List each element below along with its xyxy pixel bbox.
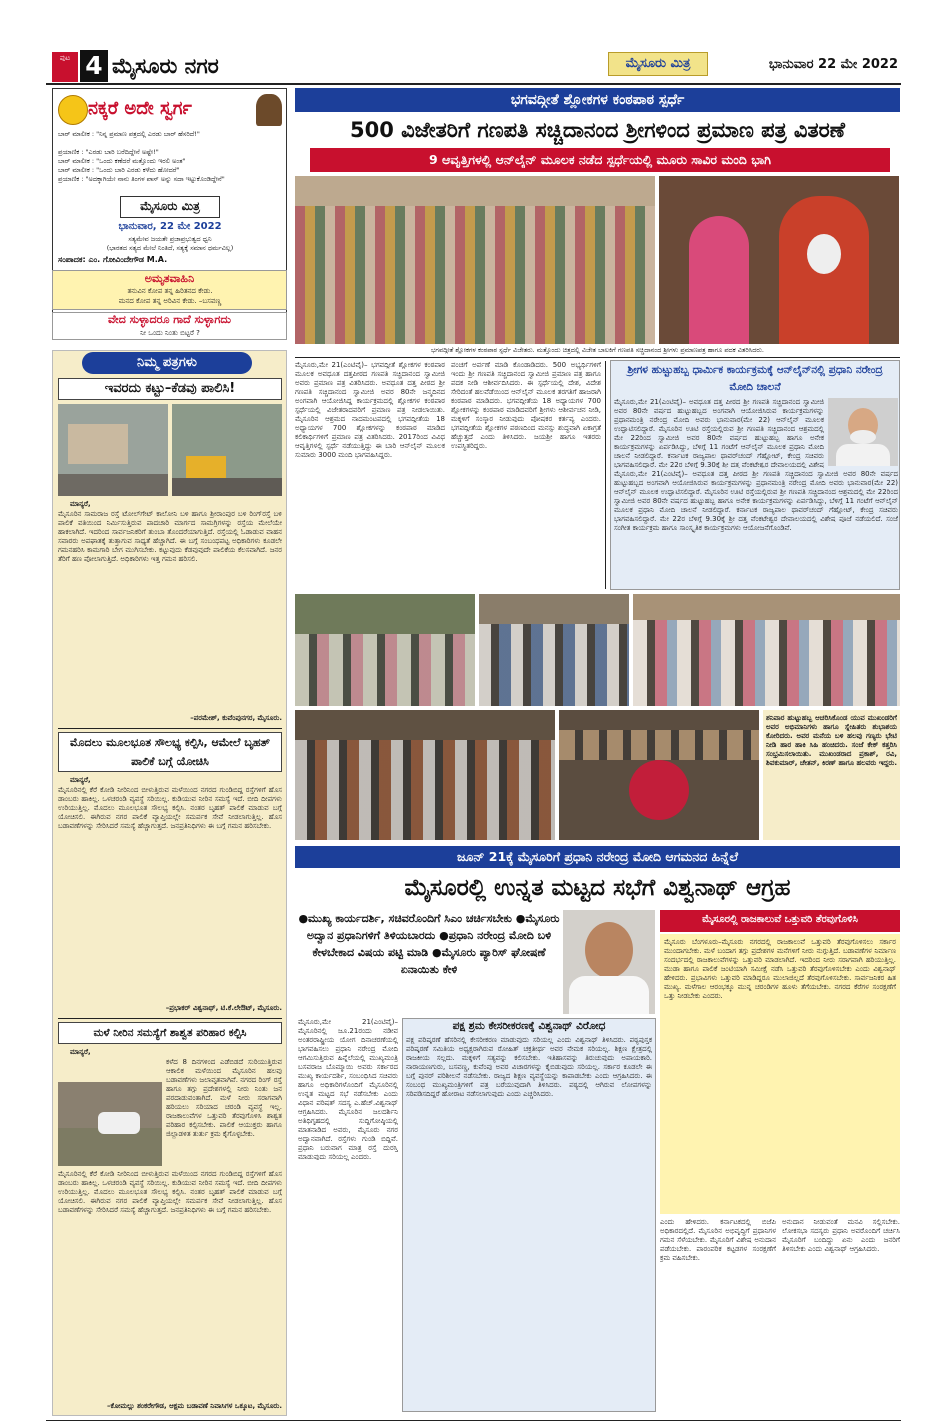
birthday-photo: [479, 594, 629, 706]
modi-body-text: ಮೈಸೂರು,ಮೇ 21(ಎಂಟಿವೈ)– ಅವಧೂತ ದತ್ತ ಪೀಠದ ಶ್ರೀ ಗಣಪತಿ ಸಚ್ಚಿದಾನಂದ ಸ್ವಾಮೀಜಿ ಅವರ 80ನೇ ವರ್ಷದ ಹುಟ್ಟುಹಬ್ಬದ ಅಂಗವಾಗಿ ಆಯೋಜಿಸಿರುವ ಕಾರ್ಯಕ್ರಮಗಳನ್ನು ಪ್ರಧಾನಮಂತ್ರಿ ನರೇಂದ್ರ ಮೋದಿ ಅವರು ಭಾನುವಾರ(ಮೇ 22) ಆನ್‌ಲೈನ್ ಮೂಲಕ ಉದ್ಘಾಟಿಸಲಿದ್ದಾರೆ. ಮೈಸೂರಿನ ಊಟಿ ರಸ್ತೆಯಲ್ಲಿರುವ ಶ್ರೀ ಗಣಪತಿ ಸಚ್ಚಿದಾನಂದ ಆಶ್ರಮದಲ್ಲಿ ಮೇ 22ರಿಂದ ಸ್ವಾಮೀಜಿ ಅವರ 80ನೇ ವರ್ಷದ ಹುಟ್ಟುಹಬ್ಬ ಹಾಗೂ ಅನೇಕ ಕಾರ್ಯಕ್ರಮಗಳನ್ನು ಏರ್ಪಡಿಸಿದ್ದು, ಬೆಳಿಗ್ಗೆ 11 ಗಂಟೆಗೆ ಆನ್‌ಲೈನ್ ಮೂಲಕ ಪ್ರಧಾನಿ ಮೋದಿ ಚಾಲನೆ ನೀಡಲಿದ್ದಾರೆ. ಕರ್ನಾಟಕ ರಾಜ್ಯಪಾಲ ಥಾವರ್‌ಚಂದ್ ಗೆಹ್ಲೋಟ್, ಕೇಂದ್ರ ಸಚಿವರು ಭಾಗವಹಿಸಲಿದ್ದಾರೆ. ಮೇ 22ರ ಬೆಳಿಗ್ಗೆ 9.30ಕ್ಕೆ ಶ್ರೀ ದತ್ತ ವೆಂಕಟೇಶ್ವರ ದೇವಾಲಯದಲ್ಲಿ ವಿಶೇಷ: [614, 398, 824, 468]
letters-banner-label: ನಿಮ್ಮ ಪತ್ರಗಳು: [137, 355, 197, 370]
editor-line: ಸಂಪಾದಕ: ಎಂ. ಗೋವಿಂದೇಗೌಡ M.A.: [58, 255, 168, 264]
story-subhead: 9 ಆವೃತ್ತಿಗಳಲ್ಲಿ ಆನ್‌ಲೈನ್ ಮೂಲಕ ನಡೆದ ಸ್ಪರ್ಧೆಯಲ್ಲಿ ಮೂರು ಸಾವಿರ ಮಂದಿ ಭಾಗಿ: [428, 152, 772, 167]
story-headline: 500 ವಿಜೇತರಿಗೆ ಗಣಪತಿ ಸಚ್ಚಿದಾನಂದ ಶ್ರೀಗಳಿಂದ ಪ್ರಮಾಣ ಪತ್ರ ವಿತರಣೆ: [349, 118, 846, 142]
letter-salute: ಮಾನ್ಯರೆ,: [70, 776, 91, 784]
v-kicker: ಜೂನ್ 21ಕ್ಕೆ ಮೈಸೂರಿಗೆ ಪ್ರಧಾನಿ ನರೇಂದ್ರ ಮೋದಿ ಆಗಮನದ ಹಿನ್ನೆಲೆ: [457, 849, 738, 864]
group-shape: [479, 624, 629, 706]
letter-divider: [58, 728, 282, 729]
letter-photo: [172, 404, 282, 496]
header-rule: [46, 83, 901, 85]
cartoon-icon: [256, 94, 282, 126]
veda-title: ವೇದ ಸುಳ್ಳಾದರೂ ಗಾದೆ ಸುಳ್ಳಾಗದು: [108, 313, 231, 326]
shirt-shape: [569, 976, 649, 1014]
letter-body: ಕಳೆದ 8 ದಿನಗಳಿಂದ ಎಡೆಬಿಡದೆ ಸುರಿಯುತ್ತಿರುವ ಆಕಾಲಿಕ ಮಳೆಯಿಂದ ಮೈಸೂರಿನ ಹಲವು ಬಡಾವಣೆಗಳು ಜಲಾವೃತವಾಗಿವೆ. ನಗರದ ರಿಂಗ್ ರಸ್ತೆ ಹಾಗೂ ತಗ್ಗು ಪ್ರದೇಶಗಳಲ್ಲಿ ನೀರು ನಿಂತು ಜನ ಪರದಾಡುವಂತಾಗಿದೆ. ಮಳೆ ನೀರು ಸರಾಗವಾಗಿ ಹರಿಯಲು ಸರಿಯಾದ ಚರಂಡಿ ವ್ಯವಸ್ಥೆ ಇಲ್ಲ. ರಾಜಕಾಲುವೆಗಳ ಒತ್ತುವರಿ ತೆರವುಗೊಳಿಸಿ ಶಾಶ್ವತ ಪರಿಹಾರ ಕಲ್ಪಿಸಬೇಕು. ಪಾಲಿಕೆ ಆಯುಕ್ತರು ಹಾಗೂ ಜಿಲ್ಲಾಡಳಿತ ತುರ್ತು ಕ್ರಮ ಕೈಗೊಳ್ಳಬೇಕು.: [166, 1058, 282, 1138]
letter-body-cont: [58, 1170, 282, 1400]
modi-beard: [850, 430, 876, 444]
beard-shape: [807, 234, 841, 274]
humor-line: ಬಾರ್ ಮಾಲೀಕ : "ನಿನ್ನ ಪ್ರಮಾಣ ಪತ್ರದಲ್ಲಿ ಎರಡು ಬಾರ್ ಹೆಸರಿದೆ!": [58, 130, 200, 138]
letter-title: ಮಳೆ ನೀರಿನ ಸಮಸ್ಯೆಗೆ ಶಾಶ್ವತ ಪರಿಹಾರ ಕಲ್ಪಿಸಿ: [58, 1022, 282, 1044]
building-shape: [68, 424, 128, 464]
rajakaluve-title: ಮೈಸೂರಲ್ಲಿ ರಾಜಕಾಲುವೆ ಒತ್ತುವರಿ ತೆರವುಗೊಳಿಸಿ: [702, 914, 858, 925]
modi-body: [836, 444, 890, 466]
swamiji-photo: [659, 176, 899, 344]
rajakaluve-tail: ಎಂದು ಹೇಳಿದರು. ಕರ್ನಾಟಕದಲ್ಲಿ ಬಿಜೆಪಿ ಅಧಿಕಾರದಲ್ಲಿದೆ. ಮೈಸೂರಿನ ಅಭಿವೃದ್ಧಿಗೆ ಪ್ರಧಾನಿಗಳ ಗಮನ ಸೆಳೆಯಬೇಕು. ಮೈಸೂರಿಗೆ ವಿಶೇಷ ಅನುದಾನ ಪಡೆಯಬೇಕು. ಪಾರಂಪರಿಕ ಕಟ್ಟಡಗಳ ಸಂರಕ್ಷಣೆಗೆ ಕ್ರಮ ವಹಿಸಬೇಕು.: [660, 1218, 776, 1262]
ceiling-shape: [295, 176, 655, 206]
humor-line: ಬಾರ್ ಮಾಲೀಕ : "ಒಂದು ಬಾರಿ ಎರಡು ಕಳೆದು ಹೋದರೆ": [58, 166, 180, 174]
face-shape: [585, 922, 633, 978]
mini-line: (ಭಾರತದ ಸತ್ಯದ ಮೇಲೆ ನಿಂತಿದೆ, ಸತ್ಯಕ್ಕೆ ಸಮಾನ ಧರ್ಮವಿಲ್ಲ): [106, 244, 234, 252]
caption2-text: ಶನಿವಾರ ಹುಟ್ಟುಹಬ್ಬ ಆಚರಿಸಿಕೊಂಡ ಯುವ ಮುಖಂಡರಿಗೆ ಅವರ ಅಭಿಮಾನಿಗಳು ಹಾಗೂ ಸ್ನೇಹಿತರು ಶುಭಾಶಯ ಕೋರಿದರು. ಅವರ ಮನೆಯ ಬಳಿ ಹಲವು ಗಣ್ಯರು ಭೇಟಿ ನೀಡಿ ಹಾರ ಹಾಕಿ ಸಿಹಿ ಹಂಚಿದರು. ಸಂಜೆ ಕೇಕ್ ಕತ್ತರಿಸಿ ಸಂಭ್ರಮಿಸಲಾಯಿತು. ಮುಖಂಡರಾದ ಪ್ರಕಾಶ್, ರವಿ, ಶಿವಕುಮಾರ್, ಚೇತನ್, ಕಿರಣ್ ಹಾಗೂ ಹಲವರು ಇದ್ದರು.: [766, 714, 897, 767]
birthday-photo: [295, 594, 475, 706]
humor-title: ನಕ್ಕರೆ ಅದೇ ಸ್ವರ್ಗ: [88, 98, 192, 119]
rajakaluve-tail: ಅನುದಾನ ನೀಡುವಂತೆ ಮನವಿ ಸಲ್ಲಿಸಬೇಕು. ಲೋಕಸಭಾ ಸದಸ್ಯರು ಪ್ರಧಾನಿ ಅವರೊಂದಿಗೆ ಚರ್ಚಿಸಿ ಮೈಸೂರಿಗೆ ಬಂದಿದ್ದು ಏನು ಎಂದು ಜನರಿಗೆ ತಿಳಿಸಬೇಕು ಎಂದು ವಿಶ್ವನಾಥ್ ಆಗ್ರಹಿಸಿದರು.: [782, 1218, 900, 1253]
birthday-photo: [295, 710, 555, 840]
laughing-face-icon: [58, 95, 88, 125]
mini-line: ಸತ್ಯಮೇವ ಜಯತೇ ಪ್ರಜಾಪ್ರಭುತ್ವದ ಧ್ವನಿ: [128, 235, 212, 243]
garland-shape: [629, 760, 689, 820]
crowd-photo: [295, 176, 655, 344]
v-box-body: ಪಕ್ಷ ಪರಿಷ್ಕರಣೆ ಹೆಸರಿನಲ್ಲಿ ಕೇಸರೀಕರಣ ಮಾಡುವುದು ಸರಿಯಲ್ಲ ಎಂದು ವಿಶ್ವನಾಥ್ ತಿಳಿಸಿದರು. ಪಠ್ಯಪುಸ್ತಕ ಪರಿಷ್ಕರಣೆ ಸಮಿತಿಯ ಅಧ್ಯಕ್ಷರಾಗಿರುವ ರೋಹಿತ್ ಚಕ್ರತೀರ್ಥ ಅವರ ನೇಮಕ ಸರಿಯಲ್ಲ. ಶಿಕ್ಷಣ ಕ್ಷೇತ್ರದಲ್ಲಿ ರಾಜಕೀಯ ಸಲ್ಲದು. ಮಕ್ಕಳಿಗೆ ಸತ್ಯವನ್ನು ಕಲಿಸಬೇಕು. ಇತಿಹಾಸವನ್ನು ತಿರುಚುವುದು ಅಪಾಯಕಾರಿ. ನಾರಾಯಣಗುರು, ಬಸವಣ್ಣ, ಕುವೆಂಪು ಅವರ ವಿಚಾರಗಳನ್ನು ಕೈಬಿಡುವುದು ಸರಿಯಲ್ಲ. ಸರ್ಕಾರ ಕೂಡಲೇ ಈ ಬಗ್ಗೆ ಪುನರ್ ಪರಿಶೀಲನೆ ನಡೆಸಬೇಕು. ರಾಜ್ಯದ ಶಿಕ್ಷಣ ವ್ಯವಸ್ಥೆಯನ್ನು ಕಾಪಾಡಬೇಕು ಎಂದು ಆಗ್ರಹಿಸಿದರು. ಈ ಸಂಬಂಧ ಮುಖ್ಯಮಂತ್ರಿಗಳಿಗೆ ಪತ್ರ ಬರೆಯುವುದಾಗಿ ತಿಳಿಸಿದರು. ಪಠ್ಯದಲ್ಲಿ ಆಗಿರುವ ಲೋಪಗಳನ್ನು ಸರಿಪಡಿಸದಿದ್ದರೆ ಹೋರಾಟ ನಡೆಸಲಾಗುವುದು ಎಂದು ಎಚ್ಚರಿಸಿದರು.: [406, 1036, 652, 1098]
page-number: 4: [80, 50, 108, 82]
caption-rule: [295, 357, 900, 358]
story-col: ಪಂಚಗೆ ಅರ್ಪಣೆ ಮಾಡಿ ಕೊಂಡಾಡಿದರು. 500 ಅಭ್ಯರ್ಥಿಗಳಿಗೆ ಇಂದು ಶ್ರೀ ಗಣಪತಿ ಸಚ್ಚಿದಾನಂದ ಸ್ವಾಮೀಜಿ ಪ್ರಮಾಣ ಪತ್ರ ಹಾಗೂ ಪದಕ ನೀಡಿ ಆಶೀರ್ವದಿಸಿದರು. ಈ ಸ್ಪರ್ಧೆಯಲ್ಲಿ ದೇಶ, ವಿದೇಶ ಸೇರಿದಂತೆ ಹಲವೆಡೆಯಿಂದ ಆನ್‌ಲೈನ್ ಮೂಲಕ ತರಗತಿಗೆ ಹಾಜರಾಗಿ ಕಂಠಪಾಠ ಮಾಡಿದರು. ಭಗವದ್ಗೀತೆಯ 18 ಅಧ್ಯಾಯಗಳ 700 ಶ್ಲೋಕಗಳನ್ನು ಕಂಠಪಾಠ ಮಾಡಿದವರಿಗೆ ಶ್ರೀಗಳು ಆಶೀರ್ವಚನ ನೀಡಿ, ಮಕ್ಕಳಿಗೆ ಸಂಸ್ಕಾರ ನೀಡುವುದು ಪೋಷಕರ ಕರ್ತವ್ಯ ಎಂದರು. ಭಗವದ್ಗೀತೆಯ ಶ್ಲೋಕಗಳ ಪಠಣದಿಂದ ಮನಸ್ಸು ಶುದ್ಧವಾಗಿ ಏಕಾಗ್ರತೆ ಹೆಚ್ಚುತ್ತದೆ ಎಂದು ತಿಳಿಸಿದರು. ಜಯಶ್ರೀ ಹಾಗೂ ಇತರರು ಉಪಸ್ಥಿತರಿದ್ದರು.: [451, 361, 601, 450]
amrutha-line: ತನುವಿನ ಕೋಪ ತನ್ನ ಹಿರಿತನದ ಕೇಡು.: [127, 287, 213, 295]
page-tag-label: ಪುಟ: [59, 54, 71, 62]
birthday-photo: [559, 710, 759, 840]
crowd-rows: [295, 206, 655, 344]
road-shape: [172, 478, 282, 496]
letter-body: ಮೈಸೂರಿನಲ್ಲಿ ಕೆರೆ ಕೋಡಿ ನೀರಿನಿಂದ ಬೀಳುತ್ತಿರುವ ಮಳೆಯಿಂದ ನಗರದ ಗುಂಡಿಬಿದ್ದ ರಸ್ತೆಗಳಿಗೆ ಹೊಸ ಡಾಂಬರು ಹಾಕಿಲ್ಲ. ಒಳಚರಂಡಿ ವ್ಯವಸ್ಥೆ ಸರಿಯಿಲ್ಲ. ಕುಡಿಯುವ ನೀರಿನ ಸಮಸ್ಯೆ ಇದೆ. ಬೀದಿ ದೀಪಗಳು ಉರಿಯುತ್ತಿಲ್ಲ. ಮೊದಲು ಮೂಲಭೂತ ಸೌಲಭ್ಯ ಕಲ್ಪಿಸಿ. ನಂತರ ಬೃಹತ್ ಪಾಲಿಕೆ ಮಾಡುವ ಬಗ್ಗೆ ಯೋಚಿಸಲಿ. ಈಗಿರುವ ನಗರ ಪಾಲಿಕೆ ವ್ಯಾಪ್ತಿಯಲ್ಲೇ ಸಮರ್ಪಕ ಸೇವೆ ನೀಡಲಾಗುತ್ತಿಲ್ಲ. ಹೊಸ ಬಡಾವಣೆಗಳನ್ನು ಸೇರಿಸಿದರೆ ಸಮಸ್ಯೆ ಹೆಚ್ಚಾಗುತ್ತದೆ. ಜನಪ್ರತಿನಿಧಿಗಳು ಈ ಬಗ್ಗೆ ಗಮನ ಹರಿಸಬೇಕು.: [58, 786, 282, 830]
humor-line: ಪ್ರಯಾಣಿಕ : "ಎರಡು ಬಾರಿ ಬರೆದಿದ್ದೇನೆ ಅಷ್ಟೇ!": [58, 148, 159, 156]
mini-date: ಭಾನುವಾರ, 22 ಮೇ 2022: [118, 221, 222, 232]
letter-salute: ಮಾನ್ಯರೆ,: [70, 1048, 91, 1056]
group-shape: [295, 634, 475, 706]
section-title: ಮೈಸೂರು ನಗರ: [112, 54, 219, 78]
humor-line: ಪ್ರಯಾಣಿಕ : "ಅದಕ್ಕಾಗಿಯೇ ನಾನು ತಿಂಗಳ ಪಾಸ್ ಅನ್ನು ಸದಾ ಇಟ್ಟುಕೊಂಡಿದ್ದೇನೆ": [58, 175, 225, 183]
story-kicker: ಭಗವದ್ಗೀತೆ ಶ್ಲೋಕಗಳ ಕಂಠಪಾಠ ಸ್ಪರ್ಧೆ: [510, 92, 685, 108]
letter-sign: –ಕೋಮಲ್ಲು ಶಂಕರೇಗೌಡ, ಆಕ್ಷಮ ಬಡಾವಣೆ ನಿವಾಸಿಗಳ ಒಕ್ಕೂಟ, ಮೈಸೂರು.: [106, 1402, 282, 1410]
col-rule: [605, 361, 606, 589]
vishwanath-photo: [563, 910, 655, 1014]
letter-body-cont-text: ಮೈಸೂರಿನಲ್ಲಿ ಕೆರೆ ಕೋಡಿ ನೀರಿನಿಂದ ಬೀಳುತ್ತಿರುವ ಮಳೆಯಿಂದ ನಗರದ ಗುಂಡಿಬಿದ್ದ ರಸ್ತೆಗಳಿಗೆ ಹೊಸ ಡಾಂಬರು ಹಾಕಿಲ್ಲ. ಒಳಚರಂಡಿ ವ್ಯವಸ್ಥೆ ಸರಿಯಿಲ್ಲ. ಕುಡಿಯುವ ನೀರಿನ ಸಮಸ್ಯೆ ಇದೆ. ಬೀದಿ ದೀಪಗಳು ಉರಿಯುತ್ತಿಲ್ಲ. ಮೊದಲು ಮೂಲಭೂತ ಸೌಲಭ್ಯ ಕಲ್ಪಿಸಿ. ನಂತರ ಬೃಹತ್ ಪಾಲಿಕೆ ಮಾಡುವ ಬಗ್ಗೆ ಯೋಚಿಸಲಿ. ಈಗಿರುವ ನಗರ ಪಾಲಿಕೆ ವ್ಯಾಪ್ತಿಯಲ್ಲೇ ಸಮರ್ಪಕ ಸೇವೆ ನೀಡಲಾಗುತ್ತಿಲ್ಲ. ಹೊಸ ಬಡಾವಣೆಗಳನ್ನು ಸೇರಿಸಿದರೆ ಸಮಸ್ಯೆ ಹೆಚ್ಚಾಗುತ್ತದೆ. ಜನಪ್ರತಿನಿಧಿಗಳು ಈ ಬಗ್ಗೆ ಗಮನ ಹರಿಸಬೇಕು.: [58, 1170, 282, 1214]
flood-photo: [58, 1082, 162, 1166]
footer-rule: [46, 1420, 901, 1421]
letter-sign: –ಪ್ರಭಾಕರ್ ವಿಶ್ವನಾಥ್, ಟಿ.ಕೆ.ಲೇಔಟ್, ಮೈಸೂರು.: [165, 1004, 282, 1012]
group-shape: [295, 740, 555, 840]
veda-line: ನೀ ಒಂದು ನಿಂತು ಬಿಟ್ಟರೆ ?: [140, 329, 200, 337]
letter-body: ಮೈಸೂರಿನ ಸಾಮರಾಜ ರಸ್ತೆ ಟೋಲ್‌ಗೇಟ್ ಕಾಲೋನಿ ಬಳಿ ಹಾಗೂ ಶ್ರೀರಾಂಪುರ ಬಳಿ ರಿಂಗ್‌ರಸ್ತೆ ಬಳಿ ಪಾಲಿಕೆ ವತಿಯಿಂದ ನಿರ್ಮಿಸುತ್ತಿರುವ ಪಾದಚಾರಿ ಮಾರ್ಗದ ಸಾಮಗ್ರಿಗಳನ್ನು ರಸ್ತೆಯ ಮೇಲೆಯೇ ಹಾಕಲಾಗಿದೆ. ಇದರಿಂದ ಸಾರ್ವಜನಿಕರಿಗೆ ತುಂಬಾ ತೊಂದರೆಯಾಗುತ್ತಿದೆ. ರಸ್ತೆಯಲ್ಲಿ ಓಡಾಡುವ ವಾಹನ ಸವಾರರು ಅಪಘಾತಕ್ಕೆ ತುತ್ತಾಗುವ ಸಾಧ್ಯತೆ ಹೆಚ್ಚಾಗಿದೆ. ಈ ಬಗ್ಗೆ ಸಂಬಂಧಪಟ್ಟ ಅಧಿಕಾರಿಗಳು ಕೂಡಲೇ ಗಮನಹರಿಸಿ ಕಾಮಗಾರಿ ಬೇಗ ಮುಗಿಸಬೇಕು. ಕಟ್ಟುವುದು ಕೆಡವುವುದೇ ಪಾಲಿಕೆಯ ಕೆಲಸವಾಗಿದೆ. ಜನರ ತೆರಿಗೆ ಹಣ ಪೋಲಾಗುತ್ತಿದೆ. ಅಧಿಕಾರಿಗಳು ಇತ್ತ ಗಮನ ಹರಿಸಲಿ.: [58, 510, 282, 563]
v-headline: ಮೈಸೂರಲ್ಲಿ ಉನ್ನತ ಮಟ್ಟದ ಸಭೆಗೆ ವಿಶ್ವನಾಥ್ ಆಗ್ರಹ: [404, 875, 791, 901]
amrutha-title: ಅಮೃತವಾಹಿನಿ: [144, 272, 195, 285]
car-shape: [98, 1112, 140, 1134]
v-box-title: ಪಕ್ಷ ಶ್ರಮ ಕೇಸರೀಕರಣಕ್ಕೆ ವಿಶ್ವನಾಥ್ ವಿರೋಧ: [452, 1020, 606, 1032]
barricade-shape: [186, 456, 226, 478]
letter-title: ಮೊದಲು ಮೂಲಭೂತ ಸೌಲಭ್ಯ ಕಲ್ಪಿಸಿ, ಆಮೇಲೆ ಬೃಹತ್ ಪಾಲಿಕೆ ಬಗ್ಗೆ ಯೋಚಿಸಿ: [58, 732, 282, 772]
letter-salute: ಮಾನ್ಯರೆ,: [70, 500, 91, 508]
group-shape: [559, 730, 759, 760]
rajakaluve-body: ಮೈಸೂರು ಬೆಂಗಳೂರು–ಮೈಸೂರು ನಗರದಲ್ಲಿ ರಾಜಕಾಲುವೆ ಒತ್ತುವರಿ ತೆರವುಗೊಳಿಸಲು ಸರ್ಕಾರ ಮುಂದಾಗಬೇಕು. ಮಳೆ ಬಂದಾಗ ತಗ್ಗು ಪ್ರದೇಶಗಳ ಮನೆಗಳಿಗೆ ನೀರು ನುಗ್ಗುತ್ತಿದೆ. ಬಡಾವಣೆಗಳ ನಿರ್ಮಾಣ ಸಂದರ್ಭದಲ್ಲಿ ರಾಜಕಾಲುವೆಗಳನ್ನು ಒತ್ತುವರಿ ಮಾಡಲಾಗಿದೆ. ಇದರಿಂದ ನೀರು ಸರಾಗವಾಗಿ ಹರಿಯುತ್ತಿಲ್ಲ. ಮುಡಾ ಹಾಗೂ ಪಾಲಿಕೆ ಜಂಟಿಯಾಗಿ ಸಮೀಕ್ಷೆ ನಡೆಸಿ ಒತ್ತುವರಿ ತೆರವುಗೊಳಿಸಬೇಕು ಎಂದು ವಿಶ್ವನಾಥ್ ಹೇಳಿದರು. ಪ್ರಭಾವಿಗಳು ಒತ್ತುವರಿ ಮಾಡಿದ್ದರೂ ಮುಲಾಜಿಲ್ಲದೆ ತೆರವುಗೊಳಿಸಬೇಕು. ಸಾರ್ವಜನಿಕರ ಹಿತ ಮುಖ್ಯ. ಮಳೆಗಾಲ ಆರಂಭಕ್ಕೂ ಮುನ್ನ ಚರಂಡಿಗಳ ಹೂಳು ತೆಗೆಯಬೇಕು. ನಗರದ ಕೆರೆಗಳ ಸಂರಕ್ಷಣೆಗೆ ಒತ್ತು ನೀಡಬೇಕು ಎಂದರು.: [664, 938, 896, 1000]
v-bullets: ●ಮುಖ್ಯ ಕಾರ್ಯದರ್ಶಿ, ಸಚಿವರೊಂದಿಗೆ ಸಿಎಂ ಚರ್ಚಿಸಬೇಕು ●ಮೈಸೂರು ಅದ್ವಾನ ಪ್ರಧಾನಿಗಳಿಗೆ ತಿಳಿಯಬಾರದು ●ಪ್ರಧಾನಿ ನರೇಂದ್ರ ಮೋದಿ ಬಳಿ ಕೇಳಬೇಕಾದ ವಿಷಯ ಪಟ್ಟಿ ಮಾಡಿ ●ಮೈಸೂರು ಪ್ಯಾರಿಸ್ ಘೋಷಣೆ ಏನಾಯಿತು ಕೇಳಿ: [298, 912, 560, 976]
girl-figure: [689, 216, 749, 344]
issue-date: ಭಾನುವಾರ 22 ಮೇ 2022: [768, 57, 898, 72]
letter-sign: –ಪರಮೇಶ್, ಕುವೆಂಪುನಗರ, ಮೈಸೂರು.: [190, 714, 282, 722]
road-shape: [58, 474, 168, 496]
group-shape: [633, 620, 900, 706]
letter-title: ಇವರದು ಕಟ್ಟು–ಕೆಡವು ಪಾಲಿಸಿ!: [58, 378, 282, 400]
letter-divider: [58, 1018, 282, 1019]
birthday-photo: [633, 594, 900, 706]
v-col: ಮೈಸೂರು,ಮೇ 21(ಎಂಟಿವೈ)– ಮೈಸೂರಿನಲ್ಲಿ ಜೂ.21ರಂದು ನಡೀವ ಅಂತರರಾಷ್ಟ್ರೀಯ ಯೋಗ ದಿನಾಚರಣೆಯಲ್ಲಿ ಭಾಗವಹಿಸಲು ಪ್ರಧಾನಿ ನರೇಂದ್ರ ಮೋದಿ ಆಗಮಿಸುತ್ತಿರುವ ಹಿನ್ನೆಲೆಯಲ್ಲಿ ಮುಖ್ಯಮಂತ್ರಿ ಬಸವರಾಜ ಬೊಮ್ಮಾಯಿ ಅವರು ಸರ್ಕಾರದ ಮುಖ್ಯ ಕಾರ್ಯದರ್ಶಿ, ಸಂಬಂಧಿಸಿದ ಸಚಿವರು ಹಾಗೂ ಅಧಿಕಾರಿಗಳೊಂದಿಗೆ ಮೈಸೂರಿನಲ್ಲಿ ಉನ್ನತ ಮಟ್ಟದ ಸಭೆ ನಡೆಸಬೇಕು ಎಂದು ವಿಧಾನ ಪರಿಷತ್ ಸದಸ್ಯ ಎ.ಹೆಚ್.ವಿಶ್ವನಾಥ್ ಆಗ್ರಹಿಸಿದರು. ಮೈಸೂರಿನ ಜಲದರ್ಶಿನಿ ಅತಿಥಿಗೃಹದಲ್ಲಿ ಸುದ್ದಿಗೋಷ್ಠಿಯಲ್ಲಿ ಮಾತನಾಡಿದ ಅವರು, ಮೈಸೂರು ನಗರ ಅದ್ವಾನವಾಗಿದೆ. ರಸ್ತೆಗಳು ಗುಂಡಿ ಬಿದ್ದಿವೆ. ಪ್ರಧಾನಿ ಬರುವಾಗ ಮಾತ್ರ ರಸ್ತೆ ದುರಸ್ತಿ ಮಾಡುವುದು ಸರಿಯಲ್ಲ ಎಂದರು.: [298, 1018, 398, 1161]
modi-title: ಶ್ರೀಗಳ ಹುಟ್ಟುಹಬ್ಬ ಧಾರ್ಮಿಕ ಕಾರ್ಯಕ್ರಮಕ್ಕೆ ಆನ್‌ಲೈನ್‌ನಲ್ಲಿ ಪ್ರಧಾನಿ ನರೇಂದ್ರ ಮೋದಿ ಚಾಲನೆ: [627, 364, 883, 393]
modi-photo: [828, 398, 898, 466]
letter-photo: [58, 404, 168, 496]
modi-body-cont: ಮೈಸೂರು,ಮೇ 21(ಎಂಟಿವೈ)– ಅವಧೂತ ದತ್ತ ಪೀಠದ ಶ್ರೀ ಗಣಪತಿ ಸಚ್ಚಿದಾನಂದ ಸ್ವಾಮೀಜಿ ಅವರ 80ನೇ ವರ್ಷದ ಹುಟ್ಟುಹಬ್ಬದ ಅಂಗವಾಗಿ ಆಯೋಜಿಸಿರುವ ಕಾರ್ಯಕ್ರಮಗಳನ್ನು ಪ್ರಧಾನಮಂತ್ರಿ ನರೇಂದ್ರ ಮೋದಿ ಅವರು ಭಾನುವಾರ(ಮೇ 22) ಆನ್‌ಲೈನ್ ಮೂಲಕ ಉದ್ಘಾಟಿಸಲಿದ್ದಾರೆ. ಮೈಸೂರಿನ ಊಟಿ ರಸ್ತೆಯಲ್ಲಿರುವ ಶ್ರೀ ಗಣಪತಿ ಸಚ್ಚಿದಾನಂದ ಆಶ್ರಮದಲ್ಲಿ ಮೇ 22ರಿಂದ ಸ್ವಾಮೀಜಿ ಅವರ 80ನೇ ವರ್ಷದ ಹುಟ್ಟುಹಬ್ಬ ಹಾಗೂ ಅನೇಕ ಕಾರ್ಯಕ್ರಮಗಳನ್ನು ಏರ್ಪಡಿಸಿದ್ದು, ಬೆಳಿಗ್ಗೆ 11 ಗಂಟೆಗೆ ಆನ್‌ಲೈನ್ ಮೂಲಕ ಪ್ರಧಾನಿ ಮೋದಿ ಚಾಲನೆ ನೀಡಲಿದ್ದಾರೆ. ಕರ್ನಾಟಕ ರಾಜ್ಯಪಾಲ ಥಾವರ್‌ಚಂದ್ ಗೆಹ್ಲೋಟ್, ಕೇಂದ್ರ ಸಚಿವರು ಭಾಗವಹಿಸಲಿದ್ದಾರೆ. ಮೇ 22ರ ಬೆಳಿಗ್ಗೆ 9.30ಕ್ಕೆ ಶ್ರೀ ದತ್ತ ವೆಂಕಟೇಶ್ವರ ದೇವಾಲಯದಲ್ಲಿ ವಿಶೇಷ ಪೂಜೆ ನಡೆಯಲಿದೆ. ಸಂಜೆ ಸಂಗೀತ ಕಾರ್ಯಕ್ರಮ ಹಾಗೂ ಸಾಂಸ್ಕೃತಿಕ ಕಾರ್ಯಕ್ರಮಗಳು ಆಯೋಜನೆಗೊಂಡಿವೆ.: [614, 470, 898, 532]
masthead: ಮೈಸೂರು ಮಿತ್ರ: [625, 56, 691, 71]
story-col: ಮೈಸೂರು,ಮೇ 21(ಎಂಟಿವೈ)– ಭಗವದ್ಗೀತೆ ಶ್ಲೋಕಗಳ ಕಂಠಪಾಠ ಮೂಲಕ ಅವಧೂತ ದತ್ತಪೀಠದ ಗಣಪತಿ ಸಚ್ಚಿದಾನಂದ ಸ್ವಾಮೀಜಿ ಅವರು ಪ್ರಮಾಣ ಪತ್ರ ವಿತರಿಸಿದರು. ಅವಧೂತ ದತ್ತ ಪೀಠದ ಶ್ರೀ ಗಣಪತಿ ಸಚ್ಚಿದಾನಂದ ಸ್ವಾಮೀಜಿ ಅವರ 80ನೇ ಜನ್ಮದಿನದ ಅಂಗವಾಗಿ ಆಯೋಜಿಸಿದ್ದ ಕಾರ್ಯಕ್ರಮದಲ್ಲಿ ಶ್ಲೋಕಗಳ ಕಂಠಪಾಠ ಸ್ಪರ್ಧೆಯಲ್ಲಿ ವಿಜೇತರಾದವರಿಗೆ ಪ್ರಮಾಣ ಪತ್ರ ನೀಡಲಾಯಿತು. ಮೈಸೂರಿನ ಆಶ್ರಮದ ನಾದಮಂಟಪದಲ್ಲಿ ಭಗವದ್ಗೀತೆಯ 18 ಅಧ್ಯಾಯಗಳ 700 ಶ್ಲೋಕಗಳನ್ನು ಕಂಠಪಾಠ ಮಾಡಿದ ಕಲಿಕಾರ್ಥಿಗಳಿಗೆ ಪ್ರಮಾಣ ಪತ್ರ ವಿತರಿಸಿದರು. 2017ರಿಂದ ವಿವಿಧ ಆವೃತ್ತಿಗಳಲ್ಲಿ ಸ್ಪರ್ಧೆ ನಡೆಯುತ್ತಿದ್ದು ಈ ಬಾರಿ ಆನ್‌ಲೈನ್ ಮೂಲಕ ಸುಮಾರು 3000 ಮಂದಿ ಭಾಗವಹಿಸಿದ್ದರು.: [295, 361, 445, 459]
amrutha-line: ಮನದ ಕೋಪ ತನ್ನ ಅರಿವಿನ ಕೇಡು. –ಬಸವಣ್ಣ: [118, 297, 222, 305]
humor-line: ಬಾರ್ ಮಾಲೀಕ : "ಒಂದು ಕಣೆದರೆ ಮತ್ತೊಂದು ಇರಲಿ ಅಂತ": [58, 157, 186, 165]
mini-masthead: ಮೈಸೂರು ಮಿತ್ರ: [140, 199, 200, 213]
modi-body-text2: [614, 470, 898, 588]
photo-caption: ಭಗವದ್ಗೀತೆ ಶ್ಲೋಕಗಳ ಕಂಠಪಾಠ ಸ್ಪರ್ಧೆ ವಿಜೇತರು. ಮತ್ತೊಂದು ಚಿತ್ರದಲ್ಲಿ ವಿಜೇತ ಬಾಲಕಿಗೆ ಗಣಪತಿ ಸಚ್ಚಿದಾನಂದ ಶ್ರೀಗಳು ಪ್ರಮಾಣಪತ್ರ ಹಾಗೂ ಪದಕ ವಿತರಿಸಿದರು.: [430, 346, 764, 354]
